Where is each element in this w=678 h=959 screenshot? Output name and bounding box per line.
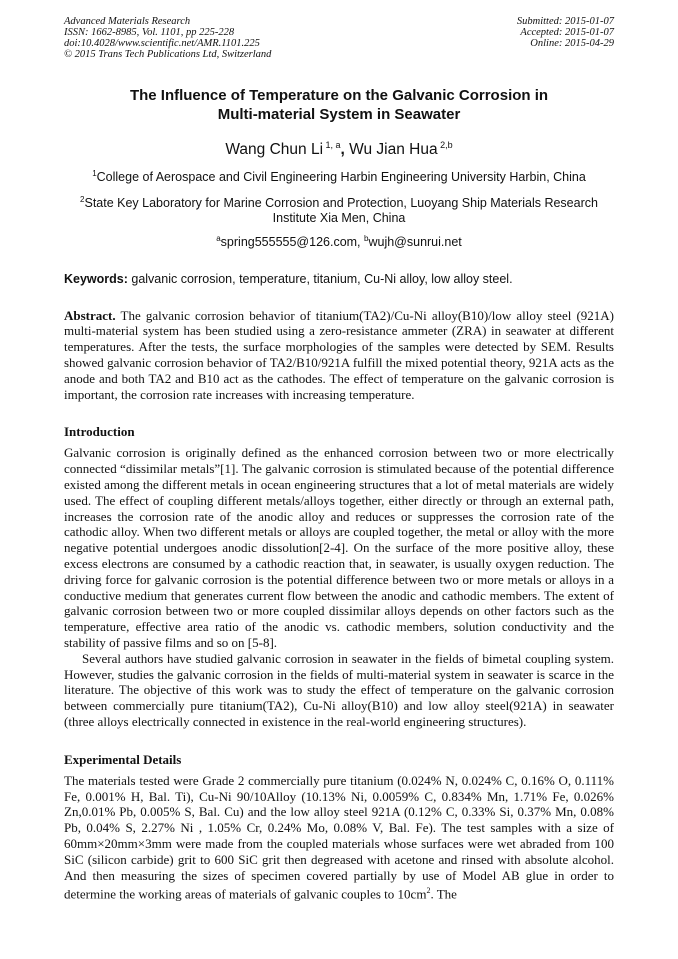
accepted-date: Accepted: 2015-01-07 (520, 27, 614, 38)
issn: ISSN: 1662-8985, Vol. 1101, pp 225-228 (64, 27, 235, 38)
section-heading-experimental: Experimental Details (64, 751, 182, 767)
author-emails: $^a$spring555555@126.com, $^b$wujh@sunrui.net (216, 234, 462, 250)
section-heading-introduction: Introduction (64, 424, 135, 440)
author-1: Wang Chun Li (225, 141, 324, 159)
submitted-date: Submitted: 2015-01-07 (516, 16, 614, 27)
introduction-paragraph-2: Several authors have studied galvanic corrosion in seawater in the fields of bimetal coupling system. However, studies the galvanic corrosion in the fields of multi-material system in seawater is scarce in the literature. The objective of this work was to study the effect of temperature on the galvanic corrosion between commercially pure titanium(TA2), Cu-Ni alloy(B10) and low alloy steel(921A) in seawater (three alloys electrically connected in existence in the real-world engineering structures). (64, 650, 614, 729)
affiliation-1: $^1$College of Aerospace and Civil Engineering Harbin Engineering University Harbin, China (92, 169, 586, 185)
email-a: spring555555@126.com, (220, 235, 365, 250)
online-date: Online: 2015-04-29 (530, 38, 614, 49)
publication-info (64, 16, 271, 60)
author-2: Wu Jian Hua (349, 141, 438, 159)
publication-dates (517, 16, 614, 60)
keywords: Keywords: galvanic corrosion, temperature, titanium, Cu-Ni alloy, low alloy steel. (64, 271, 513, 286)
copyright: © 2015 Trans Tech Publications Ltd, Switzerland (64, 49, 272, 60)
introduction-paragraph-1: Galvanic corrosion is originally defined as the enhanced corrosion between two or more electrically connected “dissimilar metals”[1]. The galvanic corrosion is stimulated because of the potential difference existed among the different metals in ocean engineering structures that a lot of metal materials are widely used. The effect of coupling different metals/alloys together, either directly or through an external path, increases the corrosion rate of the anodic alloy and reduces or suppresses the corrosion rate of the cathodic alloy. When two different metals or alloys are coupled together, the metal or alloy with the more negative potential undergoes anodic dissolution[2-4]. On the surface of the more positive alloy, these excess electrons are consumed by a cathodic reaction that, in seawater, is usually oxygen reduction. The driving force for galvanic corrosion is the potential difference between two or more metals or alloys in a conductive medium that generates current flow between the anodic and cathodic members. The extent of galvanic corrosion between two or more coupled dissimilar alloys depends on other factors such as the temperature, effective area ratio of the anodic vs. cathodic members, solution conductivity and the stability of passive films and so on [5-8]. (64, 445, 614, 650)
author-list: Wang Chun Li $^{1, a}$, Wu Jian Hua $^{2,b}$ (225, 140, 453, 159)
affiliation-2: $^2$State Key Laboratory for Marine Corrosion and Protection, Luoyang Ship Materials Research Institute Xia Men, China (80, 195, 598, 226)
journal-header (64, 16, 614, 60)
paper-title: The Influence of Temperature on the Galvanic Corrosion in Multi-material System in Seawater (129, 87, 549, 123)
abstract: Abstract. The galvanic corrosion behavior of titanium(TA2)/Cu-Ni alloy(B10)/low alloy steel (921A) multi-material system has been studied using a zero-resistance ammeter (ZRA) in seawater at different temperatures. After the tests, the surface morphologies of the samples were detected by SEM. Results showed galvanic corrosion behavior of TA2/B10/921A fulfill the mixed potential theory, 921A acts as the anode and both TA2 and B10 act as the cathodes. The effect of temperature on the galvanic corrosion is important, the corrosion rate increases with increasing temperature. (64, 307, 614, 402)
journal-name: Advanced Materials Research (64, 16, 191, 27)
email-b: wujh@sunrui.net (368, 235, 462, 250)
experimental-paragraph-1: The materials tested were Grade 2 commercially pure titanium (0.024% N, 0.024% C, 0.16% O, 0.111% Fe, 0.001% H, Bal. Ti), Cu-Ni 90/10Alloy (10.13% Ni, 0.0059% C, 0.834% Mn, 1.71% Fe, 0.026% Zn,0.01% Pb, 0.005% S, Bal. Cu) and the low alloy steel 921A (0.12% C, 0.33% Si, 0.37% Mn, 0.08% Pb, 0.04% S, 2.27% Ni , 1.05% Cr, 0.24% Mo, 0.08% V, Bal. Fe). The test samples with a size of 60mm×20mm×3mm were made from the coupled materials whose surfaces were wet abraded from 100 SiC (silicon carbide) grit to 600 SiC grit then degreased with acetone and rinsed with absolute alcohol. And then measuring the sizes of specimen covered partially by use of Model AB glue in order to determine the working areas of materials of galvanic couples to $10cm^2$. The (64, 772, 614, 902)
doi: doi:10.4028/www.scientific.net/AMR.1101.225 (64, 38, 260, 49)
